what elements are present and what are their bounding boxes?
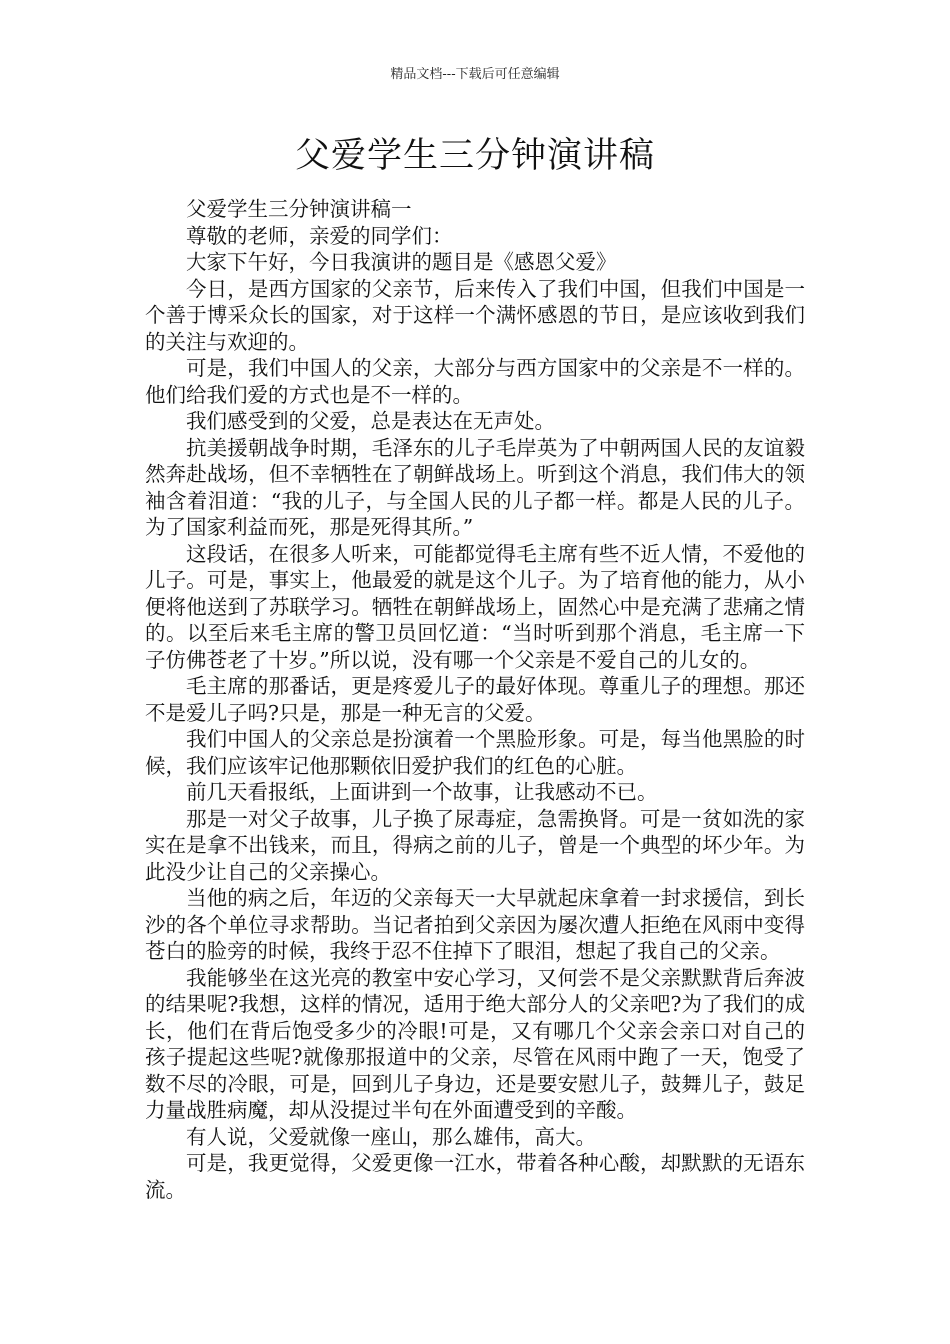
paragraph: 毛主席的那番话，更是疼爱儿子的最好体现。尊重儿子的理想。那还不是爱儿子吗?只是，那是一种无言的父爱。: [145, 674, 805, 725]
header-note: 精品文档---下载后可任意编辑: [390, 67, 560, 82]
paragraph: 这段话，在很多人听来，可能都觉得毛主席有些不近人情，不爱他的儿子。可是，事实上，他最爱的就是这个儿子。为了培育他的能力，从小便将他送到了苏联学习。牺牲在朝鲜战场上，固然心中是充满了悲痛之情的。以至后来毛主席的警卫员回忆道：“当时听到那个消息，毛主席一下子仿佛苍老了十岁。”所以说，没有哪一个父亲是不爱自己的儿女的。: [145, 541, 805, 672]
paragraph: 我们中国人的父亲总是扮演着一个黑脸形象。可是，每当他黑脸的时候，我们应该牢记他那颗依旧爱护我们的红色的心脏。: [145, 727, 805, 778]
paragraph: 可是，我们中国人的父亲，大部分与西方国家中的父亲是不一样的。他们给我们爱的方式也是不一样的。: [145, 356, 805, 407]
paragraph: 尊敬的老师，亲爱的同学们：: [186, 223, 453, 248]
paragraph: 今日，是西方国家的父亲节，后来传入了我们中国，但我们中国是一个善于博采众长的国家，对于这样一个满怀感恩的节日，是应该收到我们的关注与欢迎的。: [145, 276, 805, 354]
paragraph: 有人说，父爱就像一座山，那么雄伟，高大。: [186, 1124, 596, 1149]
paragraph: 我能够坐在这光亮的教室中安心学习，又何尝不是父亲默默背后奔波的结果呢?我想，这样的情况，适用于绝大部分人的父亲吧?为了我们的成长，他们在背后饱受多少的冷眼!可是，又有哪几个父亲会亲口对自己的孩子提起这些呢?就像那报道中的父亲，尽管在风雨中跑了一天，饱受了数不尽的冷眼，可是，回到儿子身边，还是要安慰儿子，鼓舞儿子，鼓足力量战胜病魔，却从没提过半句在外面遭受到的辛酸。: [145, 965, 805, 1122]
document-body: [145, 196, 805, 1203]
paragraph: 大家下午好，今日我演讲的题目是《感恩父爱》: [186, 250, 617, 274]
paragraph: 可是，我更觉得，父爱更像一江水，带着各种心酸，却默默的无语东流。: [145, 1151, 805, 1202]
paragraph: 前几天看报纸，上面讲到一个故事，让我感动不已。: [186, 780, 658, 804]
paragraph: 抗美援朝战争时期，毛泽东的儿子毛岸英为了中朝两国人民的友谊毅然奔赴战场，但不幸牺牲在了朝鲜战场上。听到这个消息，我们伟大的领袖含着泪道：“我的儿子，与全国人民的儿子都一样。都是人民的儿子。为了国家利益而死，那是死得其所。”: [145, 435, 805, 539]
paragraph: 我们感受到的父爱，总是表达在无声处。: [186, 409, 555, 433]
paragraph: 父爱学生三分钟演讲稿一: [186, 197, 412, 221]
paragraph: 那是一对父子故事，儿子换了尿毒症，急需换肾。可是一贫如洗的家实在是拿不出钱来，而且，得病之前的儿子，曾是一个典型的坏少年。为此没少让自己的父亲操心。: [145, 806, 805, 884]
paragraph: 当他的病之后，年迈的父亲每天一大早就起床拿着一封求援信，到长沙的各个单位寻求帮助。当记者拍到父亲因为屡次遭人拒绝在风雨中变得苍白的脸旁的时候，我终于忍不住掉下了眼泪，想起了我自己的父亲。: [145, 886, 805, 963]
document-title: 父爱学生三分钟演讲稿: [294, 136, 655, 176]
